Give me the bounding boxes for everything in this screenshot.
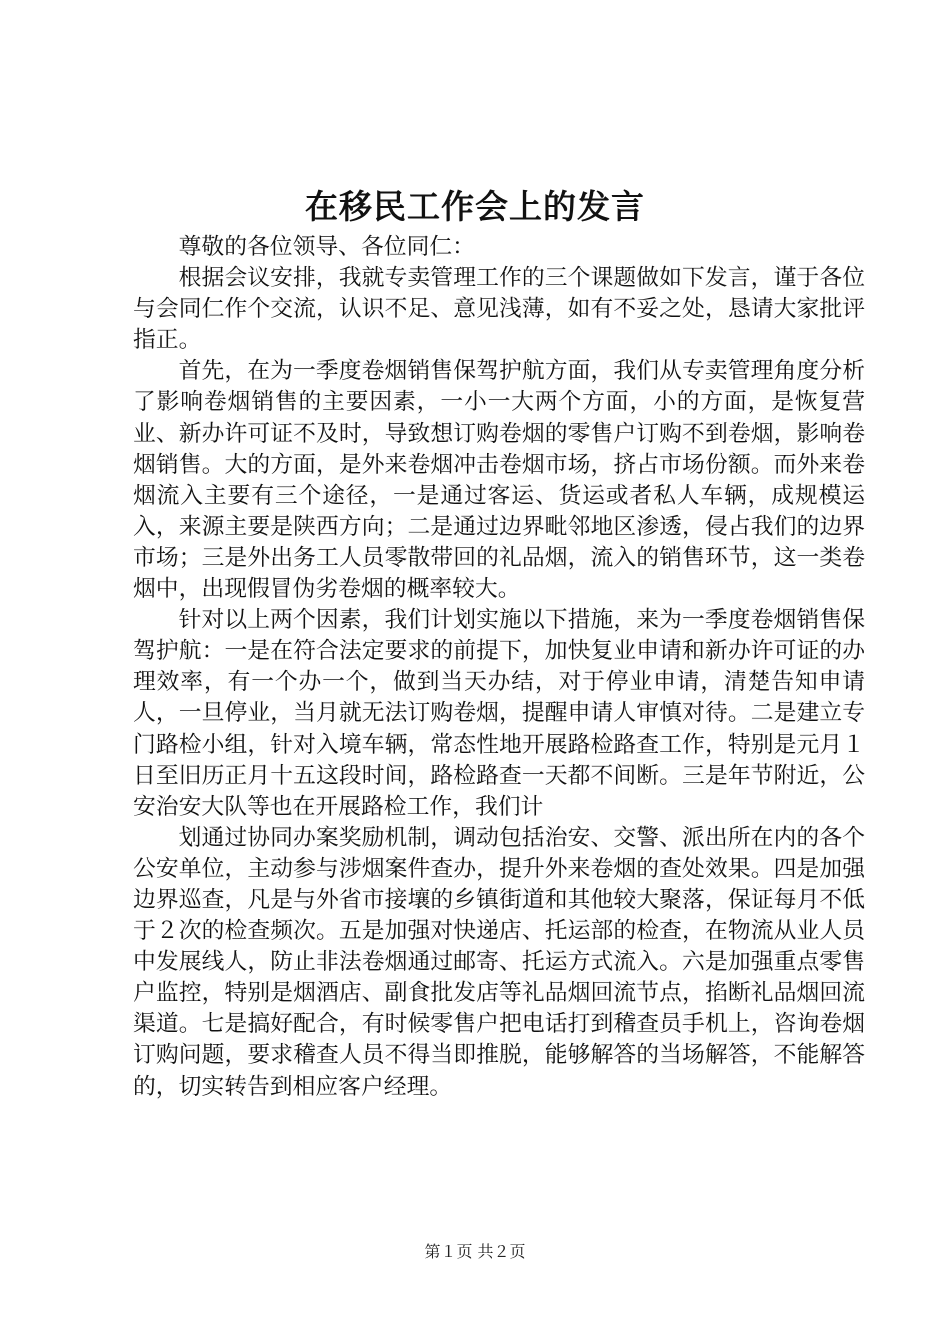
- document-title: 在移民工作会上的发言: [305, 187, 645, 226]
- body-paragraph-measures: 针对以上两个因素，我们计划实施以下措施，来为一季度卷烟销售保驾护航：一是在符合法定要求的前提下，加快复业申请和新办许可证的办理效率，有一个办一个，做到当天办结，对于停业申请，清楚告知申请人，一旦停业，当月就无法订购卷烟，提醒申请人审慎对待。二是建立专门路检小组，针对入境车辆，常态性地开展路检路查工作，特别是元月１日至旧历正月十五这段时间，路检路查一天都不间断。三是年节附近，公安治安大队等也在开展路检工作，我们计: [133, 607, 865, 820]
- page-number-footer: 第１页 共２页: [424, 1242, 526, 1261]
- document-body: [133, 232, 865, 1103]
- body-paragraph-intro: 根据会议安排，我就专卖管理工作的三个课题做如下发言，谨于各位与会同仁作个交流，认识不足、意见浅薄，如有不妥之处，恳请大家批评指正。: [133, 265, 865, 354]
- body-paragraph-factors: 首先，在为一季度卷烟销售保驾护航方面，我们从专卖管理角度分析了影响卷烟销售的主要因素，一小一大两个方面，小的方面，是恢复营业、新办许可证不及时，导致想订购卷烟的零售户订购不到卷烟，影响卷烟销售。大的方面，是外来卷烟冲击卷烟市场，挤占市场份额。而外来卷烟流入主要有三个途径，一是通过客运、货运或者私人车辆，成规模运入，来源主要是陕西方向；二是通过边界毗邻地区渗透，侵占我们的边界市场；三是外出务工人员零散带回的礼品烟，流入的销售环节，这一类卷烟中，出现假冒伪劣卷烟的概率较大。: [133, 358, 865, 603]
- salutation-paragraph: 尊敬的各位领导、各位同仁：: [178, 234, 475, 260]
- body-paragraph-measures-continued: 划通过协同办案奖励机制，调动包括治安、交警、派出所在内的各个公安单位，主动参与涉烟案件查办，提升外来卷烟的查处效果。四是加强边界巡查，凡是与外省市接壤的乡镇街道和其他较大聚落，保证每月不低于２次的检查频次。五是加强对快递店、托运部的检查，在物流从业人员中发展线人，防止非法卷烟通过邮寄、托运方式流入。六是加强重点零售户监控，特别是烟酒店、副食批发店等礼品烟回流节点，掐断礼品烟回流渠道。七是搞好配合，有时候零售户把电话打到稽查员手机上，咨询卷烟订购问题，要求稽查人员不得当即推脱，能够解答的当场解答，不能解答的，切实转告到相应客户经理。: [133, 824, 865, 1100]
